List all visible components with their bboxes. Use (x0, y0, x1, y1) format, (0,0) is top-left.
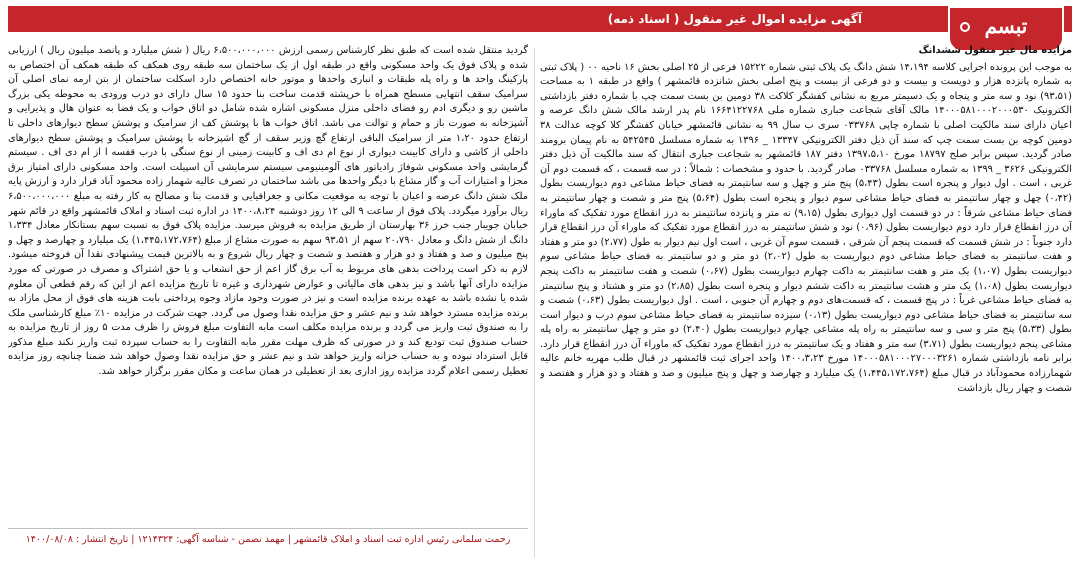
column-divider (534, 48, 535, 558)
logo-mark-icon (960, 22, 970, 32)
notice-column-left (8, 44, 528, 518)
header-bar (8, 6, 1072, 38)
notice-column-right (540, 44, 1072, 562)
notice-body-right: به موجب این پرونده اجرایی کلاسه ۱۴،۱۹۴ شش دانگ یک پلاک ثبتی شماره ۱۵۲۲۲ فرعی از ۲۵ اصلی بخش ۱۶ ناحیه ۰۰ ( پلاک ثبتی به شماره پانزده هزار و دویست و بیست و دو فرعی از بیست و پنج اصلی بخش شانزده قائمشهر ) واقع در طبقه ۱ به مساحت (۹۳،۵۱) نود و سه متر و پنجاه و یک دسیمتر مربع به نشانی کفشگر کلاکت ۳۸ دومین بن بست سمت چپ با شماره دفتر بازداشتی الکترونیک ۱۴۰۰۰۵۸۱۰۰۰۲۰۰۰۵۳۰ مالک آقای شجاعت جباری شماره ملی ۱۶۶۴۱۲۲۷۶۸ نام پدر ارشد مالک شش دانگ عرصه و اعیان دارای سند مالکیت اصلی با شماره چاپی ۰۳۳۷۶۸ سری ب سال ۹۹ به نشانی قائمشهر خیابان کفشگر کلا کوچه عدالت ۳۸ دومین کوچه بن بست سمت چپ که سند آن ذیل دفتر الکترونیکی ۱۳۳۴۷ _ ۱۳۹۶ به شماره مسلسل ۵۴۲۵۴۵ به نام پیمان برومند صادر گردید. سپس برابر صلح ۱۸۷۹۷ مورخ ۱۳۹۷،۵،۱۰ دفتر ۱۸۷ قائمشهر به شجاعت جباری انتقال که سند مالکیت آن ذیل دفتر الکترونیکی ۳۶۲۶ _ ۱۳۹۹ به شماره مسلسل ۰۳۳۷۶۸ صادر گردید. با حدود و مشخصات : شمالاً : در سه قسمت ، که قسمت دوم آن غربی ، است . اول دیوار و پنجره است بطول (۵،۴۳) پنج متر و چهل و سه سانتیمتر به فضای حیاط مشاعی دوم دیواریست بطول (۰،۴۲) چهل و چهار سانتیمتر به فضای حیاط مشاعی سوم دیوار و پنجره است بطول (۵،۶۴) پنج متر و شصت و چهار سانتیمتر به فضای حیاط مشاعی شرقاً : در دو قسمت اول دیواری بطول (۹،۱۵) نه متر و پانزده سانتیمتر به درز انقطاع مورد تفکیک که ماوراء آن درز انقطاع قرار دارد دوم دیواریست بطول (۰،۹۶) نود و شش سانتیمتر به درز انقطاع مورد تفکیک که ماوراء آن درز انقطاع قرار دارد جنوباً : در شش قسمت که قسمت پنجم آن شرقی ، قسمت سوم آن غربی ، است اول نیم دیوار به طول (۲،۷۷) دو متر و هفتاد و هفت سانتیمتر به فضای حیاط مشاعی دوم دیواریست به طول (۲،۰۲) دو متر و دو سانتیمتر به فضای حیاط مشاعی سوم دیواریست بطول (۱،۰۷) یک متر و هفت سانتیمتر به داکت چهارم دیواریست بطول (۰،۶۷) شصت و هفت سانتیمتر به داکت پنجم دیواریست بطول (۱،۰۸) یک متر و هشت سانتیمتر به داکت ششم دیوار و پنجره است بطول (۲،۸۵) دو متر و هشتاد و پنج سانتیمتر به فضای حیاط مشاعی غرباً : در پنج قسمت ، که قسمت‌های دوم و چهارم آن جنوبی ، است . اول دیواریست بطول (۰،۶۳) شصت و سه سانتیمتر به فضای حیاط مشاعی دوم دیواریست بطول (۰،۱۳) سیزده سانتیمتر به فضای حیاط مشاعی سوم درب و دیوار است بطول (۵،۳۳) پنج متر و سی و سه سانتیمتر به راه پله مشاعی چهارم دیواریست بطول (۲،۴۰) دو متر و چهل سانتیمتر به راه پله مشاعی پنجم دیواریست بطول (۳،۷۱) سه متر و هفتاد و یک سانتیمتر به درز انقطاع مورد تفکیک که ماوراء آن درز انقطاع قرار دارد. برابر نامه بازداشتی شماره ۱۴۰۰۰۵۸۱۰۰۰۲۷۰۰۰۳۲۶۱ مورخ ۱۴۰۰،۳،۲۳ واحد اجرای ثبت قائمشهر در قبال طلب مهریه خانم عالیه شهمارزاده محمودآباد در قبال مبلغ (۱،۴۴۵،۱۷۲،۷۶۴) یک میلیارد و چهارصد و چهل و پنج میلیون و صد و هفتاد و دو هزار و هفتصد و شصت و چهار ریال بازداشت (540, 61, 1072, 394)
notice-footer (8, 528, 528, 558)
page-title: آگهی مزایده اموال غیر منقول ( اسناد ذمه) (607, 12, 862, 26)
notice-body-left: گردید منتقل شده است که طبق نظر کارشناس رسمی ارزش ۶،۵۰۰،۰۰۰،۰۰۰ ریال ( شش میلیارد و پانصد میلیون ریال ) ارزیابی شده و پلاک فوق یک واحد مسکونی واقع در طبقه اول از یک ساختمان سه طبقه روی همکف که طبقه همکف آن اختصاص به پارکینگ واحد ها و راه پله طبقات و انباری واحدها و موتور خانه اختصاص دارد اسکلت ساختمان از بتن ارمه نمای اصلی آن سرامیک سقف انتهایی مسطح همراه با خرپشته قدمت ساخت بنا حدود ۱۵ سال دارای دو درب ورودی به محوطه یکی بزرگ ماشین رو و دیگری ادم رو فضای داخلی منزل مسکونی اشاره شده شامل دو اتاق خواب و یک فضا به عنوان هال و پذیرایی و آشپزخانه به صورت باز و حمام و توالت می باشد. اتاق خواب ها با پوشش کف از سرامیک و پوشش سطح دیوارهای داخلی تا ارتفاع حدود ۱،۲۰ متر از سرامیک الباقی ارتفاع گچ وزیر سقف از گچ اشپزخانه با پوشش سرامیک و پوشش سطح دیوارهای داخلی از کاشی و دارای کابینت دیواری از نوع ام دی اف و کابینت زمینی از نوع سنگی با درب قفسه ا از ام دی اف . سیستم گرمایشی واحد مسکونی شوفاژ رادیاتور های آلومینیومی سیستم سرمایشی آن اسپیلت است. واحد مسکونی دارای امتیاز برق مجزا و امتیازات آب و گاز مشاع با دیگر واحدها می باشد ساختمان در تصرف عالیه شهمار زاده محمود آباد قرار دارد و ارزش پایه ملک شش دانگ عرصه و اعیان با توجه به موقعیت مکانی و جغرافیایی و قدمت بنا و مصالح به کار رفته به مبلغ ۶،۵۰۰،۰۰۰،۰۰۰ ریال برآورد میگردد. پلاک فوق از ساعت ۹ الی ۱۲ روز دوشنبه ۱۴۰۰،۸،۲۴ در اداره ثبت اسناد و املاک قائمشهر واقع در قائم شهر خیابان جویبار جنب خرز ۳۶ بهارستان از طریق مزایده به فروش میرسد. مزایده پلاک فوق به نسبت سهم بستانکار معادل ۱،۳۳۴ دانگ از شش دانگ و معادل ۲۰،۷۹۰ سهم از ۹۳،۵۱ سهم به صورت مشاع از مبلغ (۱،۴۴۵،۱۷۲،۷۶۴) یک میلیارد و چهارصد و چهل و پنج میلیون و صد و هفتاد و دو هزار و هفتصد و شصت و چهار ریال شروع و به بالاترین قیمت پیشنهادی نقدا آن فروخته میشود. لازم به ذکر است پرداخت بدهی های مربوط به آب برق گاز اعم از حق انشعاب و یا حق اشتراک و مصرف در صورتی که مورد مزایده دارای آنها باشد و نیز بدهی های مالیاتی و عوارض شهرداری و غیره تا تاریخ مزایده اعم از این که رقم قطعی آن معلوم شده یا نشده باشد به عهده برنده مزایده است و نیز در صورت وجود مازاد وجوه پرداختی بابت هزینه های فوق از محل مازاد به برنده مزایده مسترد خواهد شد و نیم عشر و حق مزایده نقدا وصول می گردد. جهت شرکت در مزایده ۱۰٪ مبلغ کارشناسی ملک را به صندوق ثبت واریز می گردد و برنده مزایده مکلف است مابه التفاوت مبلغ فروش را ظرف مدت ۵ روز از تاریخ مزایده به حساب صندوق ثبت تودیع کند و در صورتی که ظرف مهلت مقرر مابه التفاوت را به حساب سپرده ثبت واریز نکند مبلغ مذکور قابل استرداد نبوده و به حساب خزانه واریز خواهد شد و نیم عشر و حق مزایده نقدا وصول خواهد شد ضمنا چنانچه روز مزایده تعطیل رسمی اعلام گردد مزایده روز اداری بعد از تعطیلی در همان ساعت و مکان مقرر برگزار خواهد شد. (8, 45, 528, 378)
footer-signature: رحمت سلمانی رئیس اداره ثبت اسناد و املاک قائمشهر | مهمد نصمن - شناسه آگهی: ۱۲۱۴۳۲۴ | تاریخ انتشار : ۱۴۰۰/۰۸/۰۸ (25, 534, 511, 545)
logo-text: تبسم (984, 14, 1028, 38)
notice-lead: مزایده مال غیر منقول ششدانگ (918, 45, 1072, 56)
